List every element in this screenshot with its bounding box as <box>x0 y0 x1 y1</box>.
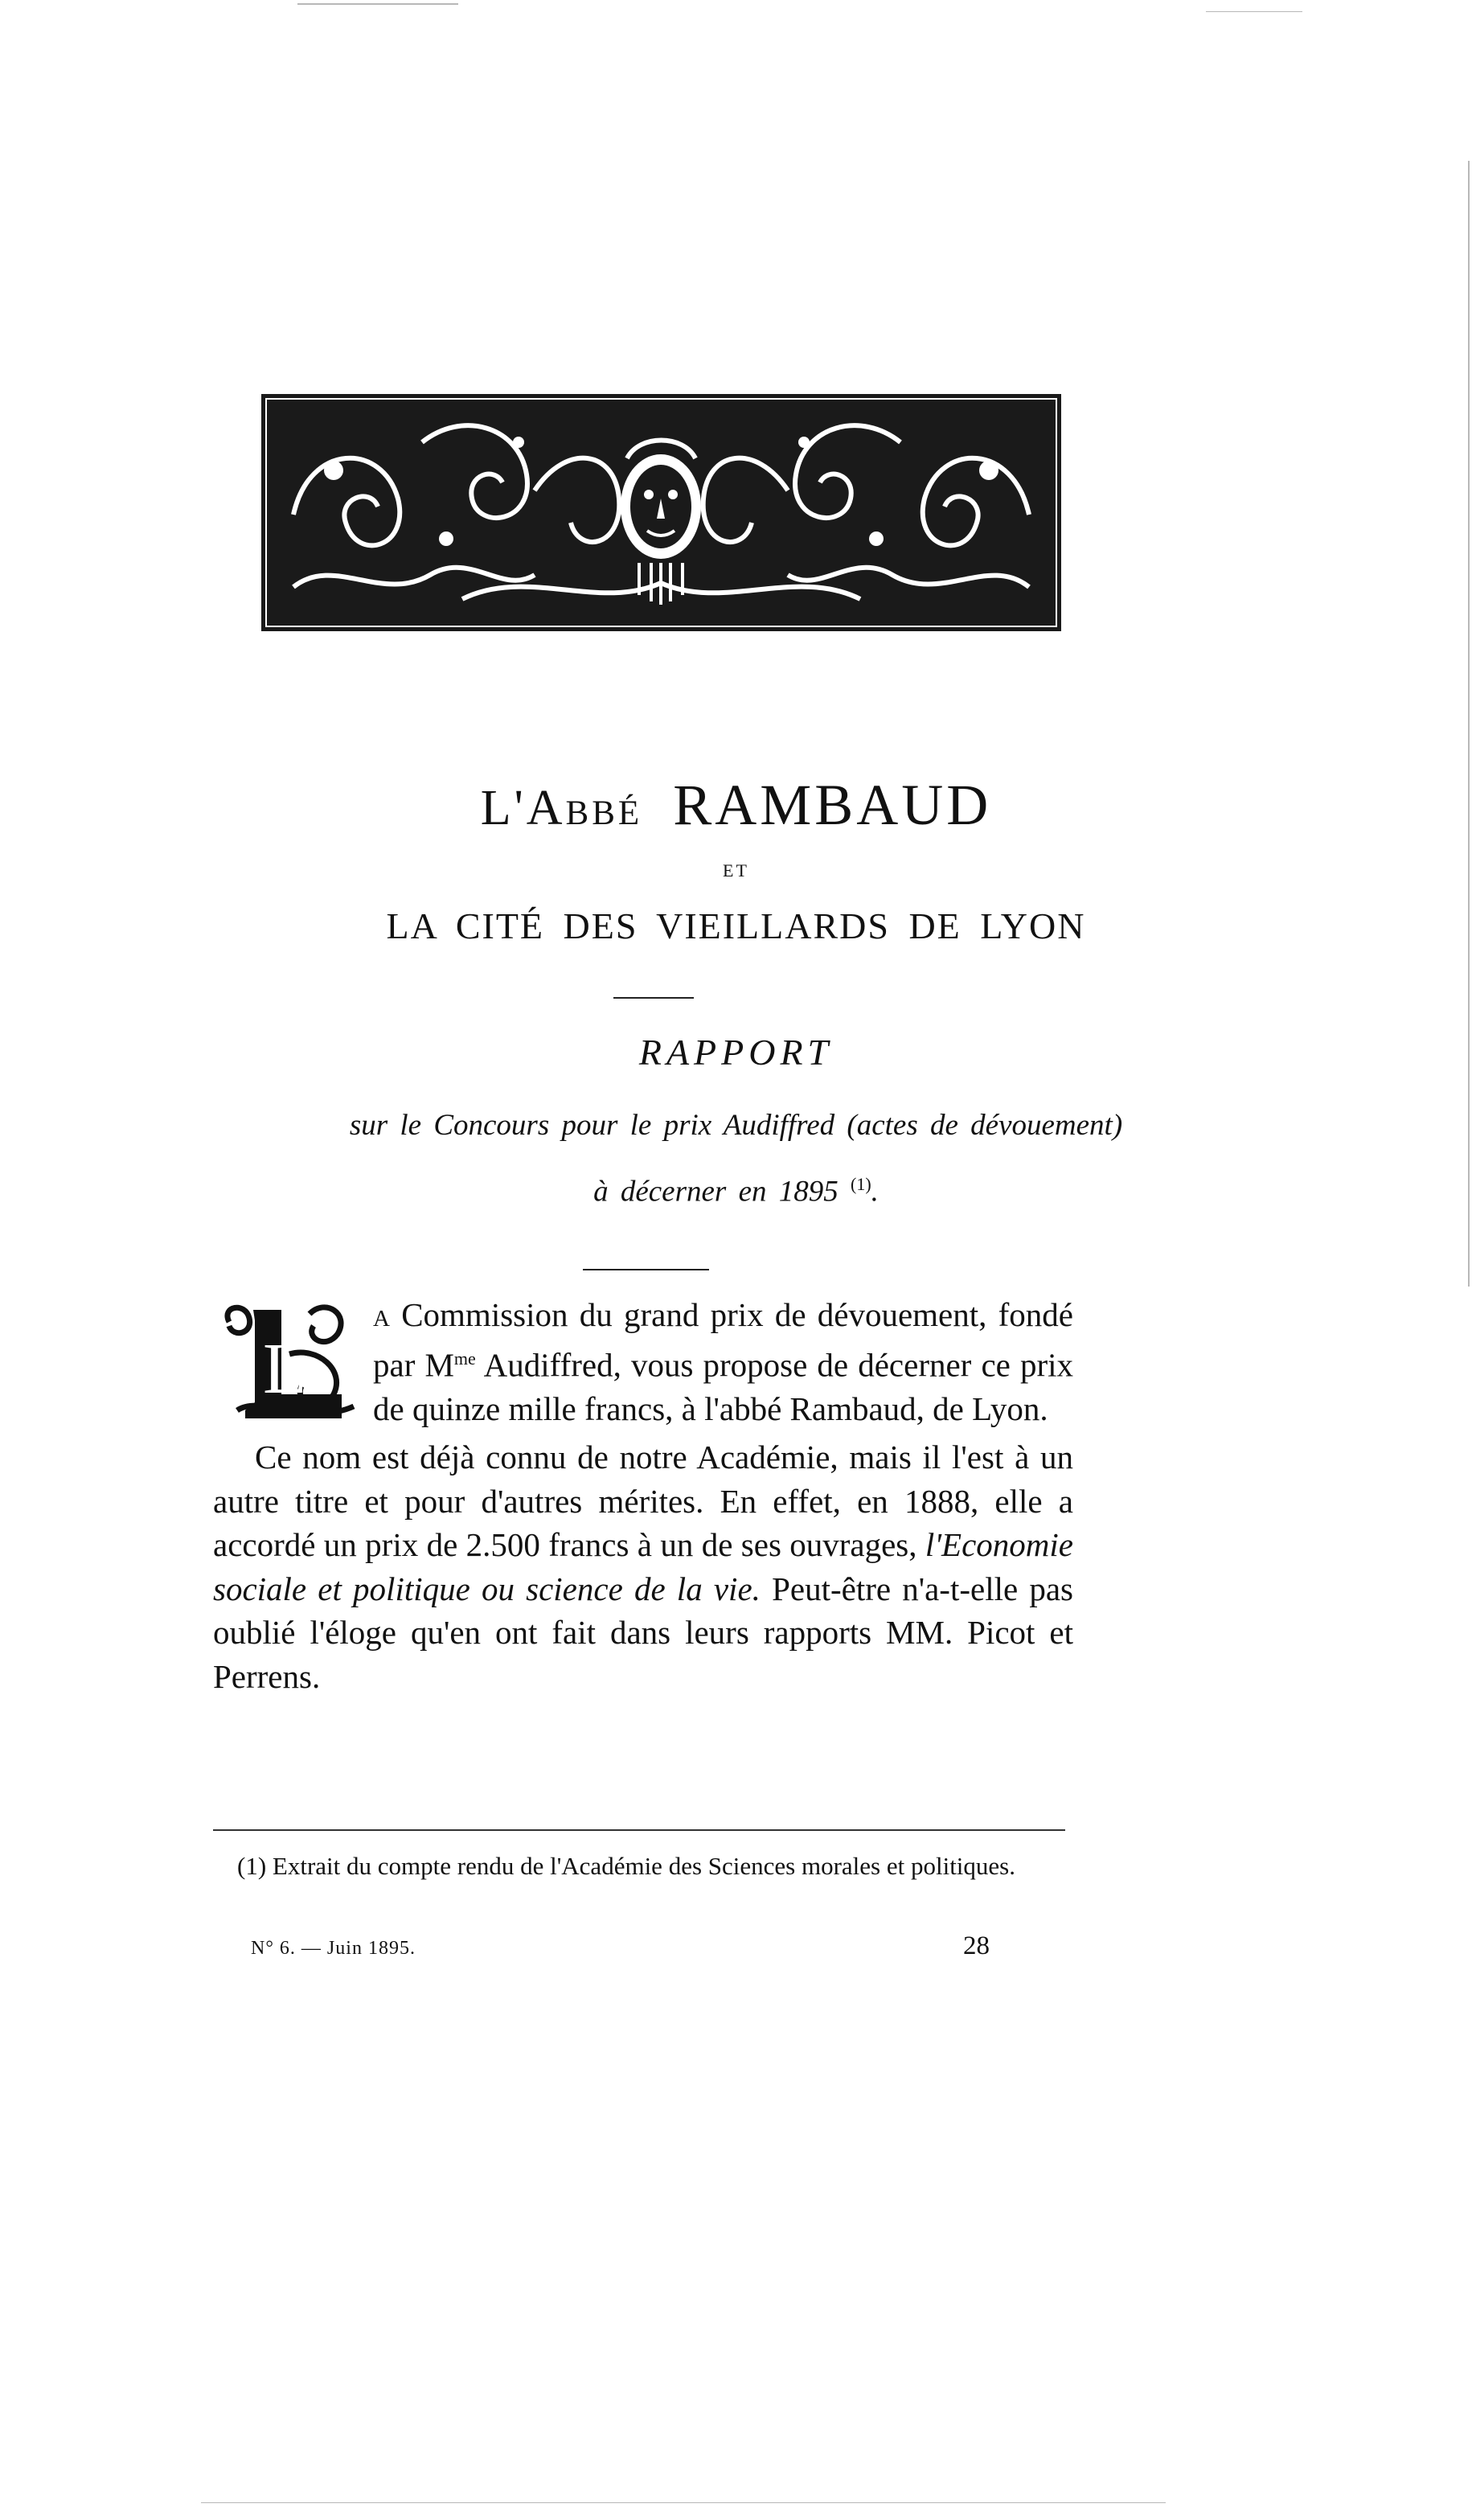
scan-artifact-top-right <box>1206 11 1302 12</box>
dropcap-char: L <box>263 1329 307 1409</box>
paragraph-1-text: Commission du grand prix de dévouement, fondé par M <box>373 1296 1073 1384</box>
report-heading: RAPPORT <box>638 1032 834 1073</box>
paragraph-1-end: Audiffred, vous propose de décerner ce prix de quinze mille francs, à l'abbé Rambaud, de Lyon. <box>373 1346 1073 1427</box>
body-text <box>213 1293 1073 1698</box>
paragraph-2-end: Peut-être n'a-t-elle pas oublié l'éloge qu'en ont fait dans leurs rapports MM. Picot et Perrens. <box>213 1570 1073 1695</box>
ornamental-headpiece <box>261 394 1061 631</box>
title-subtitle: LA CITÉ DES VIEILLARDS DE LYON <box>386 905 1086 946</box>
page-number: 28 <box>963 1931 990 1960</box>
paragraph-2-start: Ce nom est déjà connu de notre Académie, mais il l'est à un autre titre et pour d'autres mérites. En effet, en 1888, elle a accordé un prix de 2.500 francs à un de ses ouvrages, <box>213 1439 1073 1564</box>
divider-rule <box>583 1269 709 1270</box>
divider-rule <box>613 997 694 999</box>
report-subtitle-line1: sur le Concours pour le prix Audiffred (actes de dévouement) <box>349 1109 1123 1142</box>
paragraph-2 <box>213 1435 1073 1698</box>
report-year-text: à décerner en 1895 <box>593 1175 839 1209</box>
issue-label: N° 6. — Juin 1895. <box>251 1938 416 1959</box>
paragraph-1-first: a <box>373 1296 390 1333</box>
scan-artifact-top <box>297 3 458 5</box>
decorated-initial-icon <box>213 1298 362 1430</box>
scan-artifact-bottom <box>201 2502 1166 2503</box>
title-main <box>0 772 1472 839</box>
title-name: RAMBAUD <box>673 773 992 837</box>
title-conjunction: ET <box>723 860 749 880</box>
footnote-reference: (1) <box>851 1174 871 1194</box>
dropcap-letter <box>213 1298 362 1430</box>
ornament-icon <box>261 394 1061 631</box>
footnote-rule <box>213 1829 1065 1831</box>
footnote <box>213 1849 1065 1883</box>
report-subtitle-line2 <box>0 1174 1472 1209</box>
paragraph-1-sup: me <box>453 1348 476 1369</box>
report-period: . <box>871 1175 879 1209</box>
footnote-text: (1) Extrait du compte rendu de l'Académie des Sciences morales et politiques. <box>237 1852 1015 1880</box>
title-abbe: L'Abbé <box>480 781 643 835</box>
paragraph-2-book-title: l'Economie sociale et politique ou science de la vie. <box>213 1526 1073 1607</box>
